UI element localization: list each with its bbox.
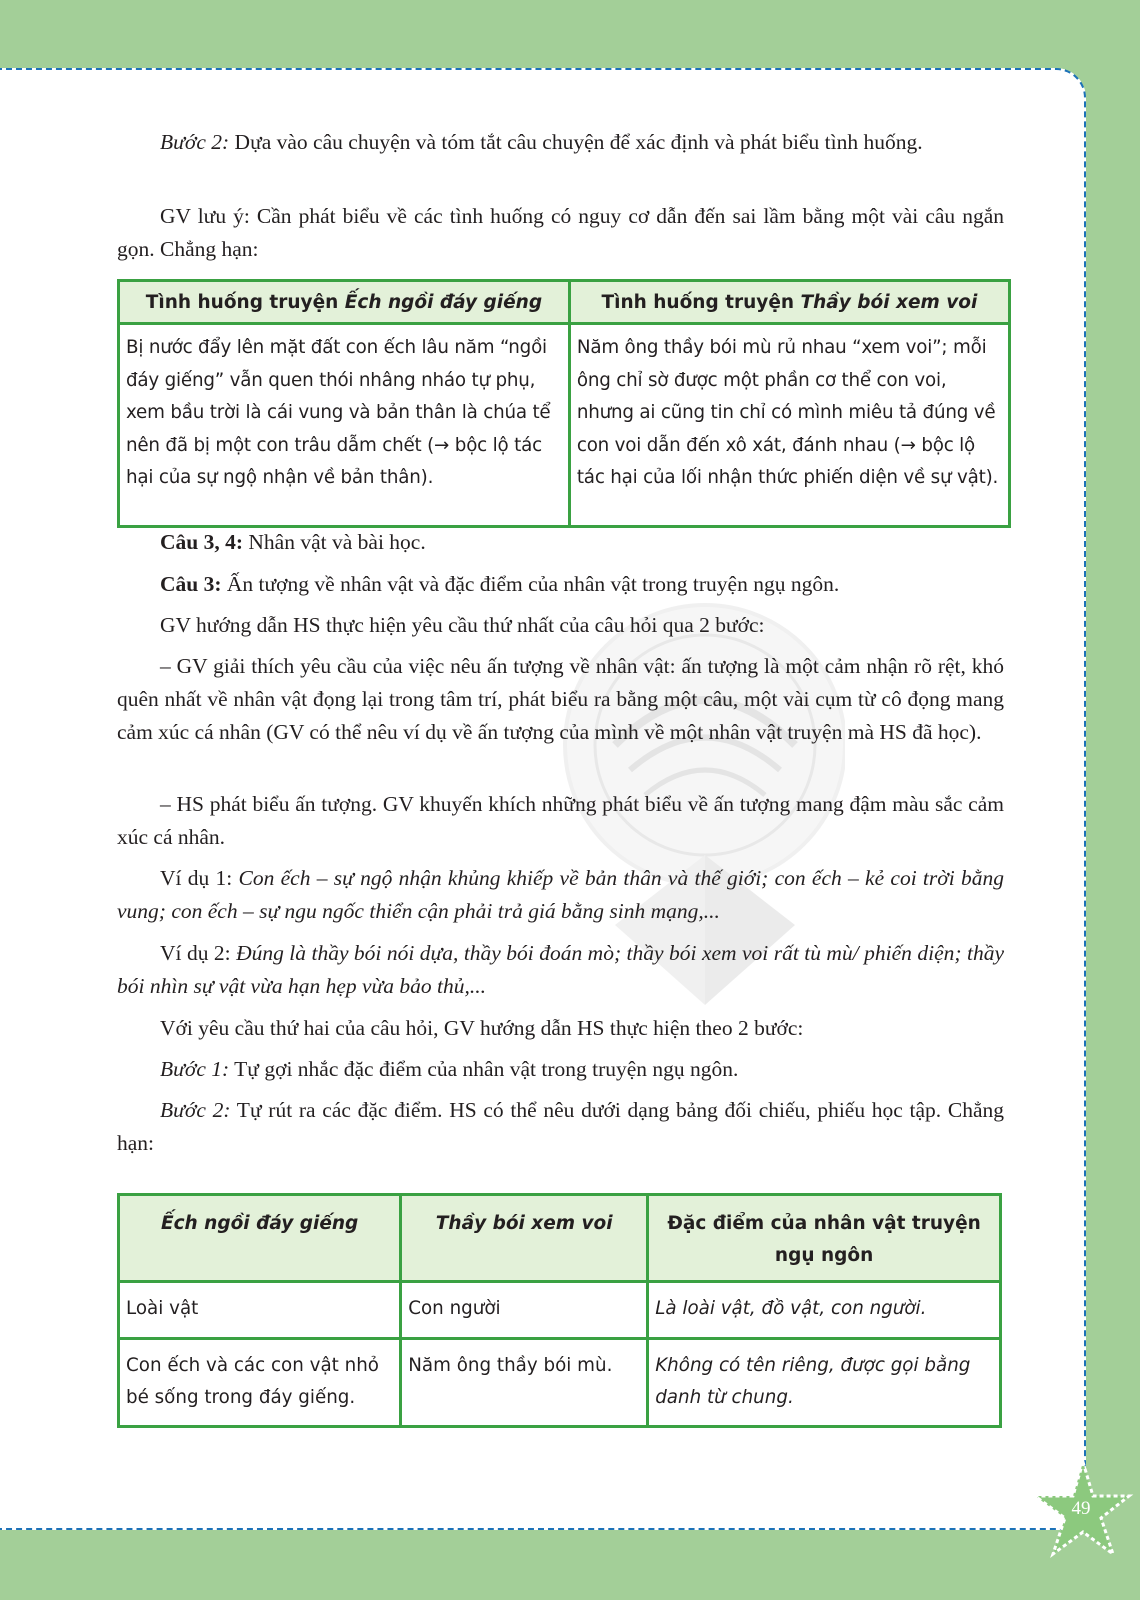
situation-header-fortune-teller [569,281,1009,324]
example-text: Con ếch – sự ngộ nhận khủng khiếp về bản thân và thế giới; con ếch – kẻ coi trời bằng vung; con ếch – sự ngu ngốc thiển cận phải trả giá bằng sinh mạng,... [117,866,1004,923]
example-label: Ví dụ 2: [160,941,231,965]
paragraph-example-2 [117,937,1004,1003]
character-table [117,1193,1002,1428]
step-text: Tự gợi nhắc đặc điểm của nhân vật trong truyện ngụ ngôn. [229,1057,739,1081]
step-label: Bước 2: [160,1098,231,1122]
step-label: Bước 2: [160,130,230,154]
header-prefix: Tình huống truyện [601,291,801,313]
header-prefix: Tình huống truyện [145,291,345,313]
character-header-frog: Ếch ngồi đáy giếng [119,1195,401,1282]
example-text: Đúng là thầy bói nói dựa, thầy bói đoán mò; thầy bói xem voi rất tù mù/ phiến diện; thầy bói nhìn sự vật vừa hạn hẹp vừa bảo thủ,... [117,941,1004,998]
header-story-title: Ếch ngồi đáy giếng [344,291,543,313]
paragraph-step2-intro [117,126,1004,159]
situation-table [117,279,1011,528]
paragraph-step2 [117,1094,1004,1160]
table-cell: Con ếch và các con vật nhỏ bé sống trong đáy giếng. [119,1339,401,1427]
table-cell: Năm ông thầy bói mù. [401,1339,648,1427]
table-cell: Con người [401,1282,648,1339]
question-text: Ấn tượng về nhân vật và đặc điểm của nhân vật trong truyện ngụ ngôn. [221,572,840,596]
step-text: Tự rút ra các đặc điểm. HS có thể nêu dưới dạng bảng đối chiếu, phiếu học tập. Chẳng hạn: [117,1098,1005,1155]
situation-header-frog [119,281,570,324]
paragraph-second-request: Với yêu cầu thứ hai của câu hỏi, GV hướng dẫn HS thực hiện theo 2 bước: [160,1016,804,1040]
situation-cell-fortune-teller: Năm ông thầy bói mù rủ nhau “xem voi”; mỗi ông chỉ sờ được một phần cơ thể con voi, nhưng ai cũng tin chỉ có mình miêu tả đúng về con voi dẫn đến xô xát, đánh nhau (→ bộc lộ tác hại của lối nhận thức phiến diện về sự vật). [569,324,1009,527]
table-cell: Là loài vật, đồ vật, con người. [648,1282,1001,1339]
character-header-fortune-teller: Thầy bói xem voi [401,1195,648,1282]
character-header-traits: Đặc điểm của nhân vật truyện ngụ ngôn [648,1195,1001,1282]
step-label: Bước 1: [160,1057,230,1081]
question-text: Nhân vật và bài học. [243,530,426,554]
paragraph-gv-note: GV lưu ý: Cần phát biểu về các tình huống có nguy cơ dẫn đến sai lầm bằng một vài câu ngắn gọn. Chẳng hạn: [117,204,1004,261]
paragraph-hs-impression: – HS phát biểu ấn tượng. GV khuyến khích những phát biểu về ấn tượng mang đậm màu sắc cảm xúc cá nhân. [117,792,1004,849]
page-number: 49 [1071,1498,1091,1519]
paragraph-question-3 [117,568,1004,601]
paragraph-gv-guide: GV hướng dẫn HS thực hiện yêu cầu thứ nhất của câu hỏi qua 2 bước: [160,613,765,637]
situation-cell-frog: Bị nước đẩy lên mặt đất con ếch lâu năm “ngồi đáy giếng” vẫn quen thói nhâng nháo tự phụ, xem bầu trời là cái vung và bản thân là chúa tể nên đã bị một con trâu dẫm chết (→ bộc lộ tác hại của sự ngộ nhận về bản thân). [119,324,570,527]
paragraph-example-1 [117,862,1004,928]
question-label: Câu 3: [160,572,222,596]
table-cell: Loài vật [119,1282,401,1339]
paragraph-question-3-4 [117,526,1004,559]
paragraph-step1 [117,1053,1004,1086]
example-label: Ví dụ 1: [160,866,233,890]
header-story-title: Thầy bói xem voi [800,291,978,313]
question-label: Câu 3, 4: [160,530,244,554]
table-cell: Không có tên riêng, được gọi bằng danh từ chung. [648,1339,1001,1427]
paragraph-gv-explain: – GV giải thích yêu cầu của việc nêu ấn tượng về nhân vật: ấn tượng là một cảm nhận rõ rệt, khó quên nhất về nhân vật đọng lại trong tâm trí, phát biểu ra bằng một câu, một vài cụm từ cô đọng mang cảm xúc cá nhân (GV có thể nêu ví dụ về ấn tượng của mình về một nhân vật truyện mà HS đã học). [117,654,1004,744]
step-text: Dựa vào câu chuyện và tóm tắt câu chuyện để xác định và phát biểu tình huống. [229,130,923,154]
